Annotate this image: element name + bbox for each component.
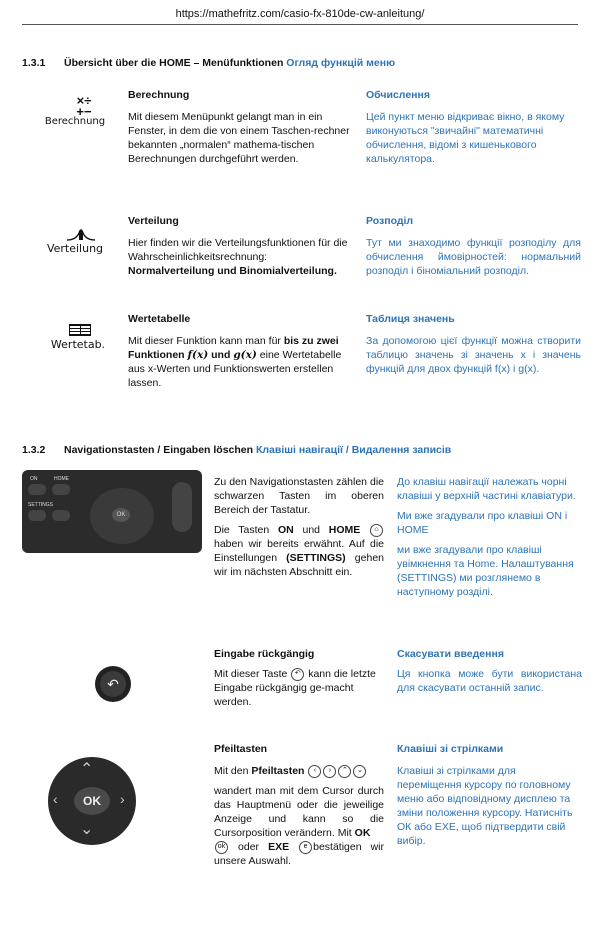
undo-arrow-icon: ↶ [100, 671, 126, 697]
verteilung-icon-label: Verteilung [46, 242, 104, 255]
left-arrow-icon: ‹ [53, 791, 58, 807]
arrow-keys-image [48, 757, 136, 845]
nav-de: Zu den Navigationstasten zählen die schwarzen Tasten im oberen Bereich der Tastatur. Die Tasten ON und HOME ⌂ haben wir bereits erwähnt. Auf die Einstellungen (SETTINGS) gehen wir im nächsten Abschnitt ein. [214, 476, 384, 578]
arrows-uk: Клавіші зі стрілками Клавіші зі стрілками для переміщення курсору по головному меню або відповідному дисплею та зміни положення курсору. Натисніть ОК або EXE, щоб підтвердити свій вибір. [397, 743, 573, 847]
undo-key-image [95, 666, 131, 702]
berechnung-icon: ×÷ +− [76, 93, 92, 119]
down-arrow-icon: ⌄ [80, 821, 94, 838]
nav-uk: До клавіш навігації належать чорні клавіші у верхній частині клавіатури. Ми вже згадували про клавіші ON і HOME ми вже згадували про клавіші увімкнення та Home. Налаштування (SETTINGS) ми розглянемо в наступному розділі. [397, 476, 576, 598]
wertetabelle-de: Wertetabelle Mit dieser Funktion kann man für bis zu zwei Funktionen f(x) und g(x) eine Wertetabelle aus x-Werten und Funktionswerten erstellen lassen. [128, 313, 342, 389]
undo-key-icon: ↶ [291, 668, 304, 681]
undo-uk: Скасувати введення Ця кнопка може бути використана для скасувати останній запис. [397, 648, 582, 694]
verteilung-de: Verteilung Hier finden wir die Verteilungsfunktionen für die Wahrscheinlichkeitsrechnung: Normalverteilung und Binomialverteilung. [128, 215, 348, 277]
page-url: https://mathefritz.com/casio-fx-810de-cw-anleitung/ [175, 8, 425, 20]
exe-key-icon: e [299, 841, 312, 854]
berechnung-icon-label: Berechnung [44, 116, 106, 127]
section-heading-131: 1.3.1 Übersicht über die HOME – Menüfunktionen Огляд функцій меню [22, 57, 396, 69]
wertetabelle-icon-label: Wertetab. [50, 338, 106, 351]
wertetabelle-uk: Таблиця значень За допомогою цієї функції можна створити таблицю значень зі значень x і значень функцій для двох функцій f(x) і g(x). [366, 313, 581, 375]
ok-key: OK [74, 787, 110, 815]
berechnung-de: Berechnung Mit diesem Menüpunkt gelangt man in ein Fenster, in dem die von einem Taschen-rechner bekannten „normalen“ mathema-tischen Berechnungen durchgeführt werden. [128, 89, 350, 165]
berechnung-uk: Обчислення Цей пункт меню відкриває вікно, в якому виконуються "звичайні" математичні обчислення, відомі з кишенькового калькулятора. [366, 89, 565, 165]
ok-key-icon: ok [215, 841, 228, 854]
arrows-de: Pfeiltasten Mit den Pfeiltasten ‹ › ⌃ ⌄ wandert man mit dem Cursor durch das Hauptmenü oder die jeweilige Anzeige und kann so die Cursorposition verändern. Mit OK ok oder EXE e bestätigen wir unsere Auswahl. [214, 743, 385, 867]
verteilung-uk: Розподіл Тут ми знаходимо функції розподілу для обчислення ймовірностей: нормальний розподіл і біноміальний розподіл. [366, 215, 581, 277]
navigation-keys-image: ON HOME SETTINGS OK [22, 470, 202, 553]
normal-distribution-icon [66, 227, 96, 241]
undo-de: Eingabe rückgängig Mit dieser Taste ↶ kann die letzte Eingabe rückgängig ge-macht werden. [214, 648, 376, 708]
home-key-icon: ⌂ [370, 524, 383, 537]
up-arrow-icon: ⌃ [80, 761, 94, 778]
section-heading-132: 1.3.2 Navigationstasten / Eingaben löschen Клавіші навігації / Видалення записів [22, 444, 452, 456]
header-rule [22, 24, 578, 25]
right-arrow-icon: › [120, 791, 125, 807]
table-icon [69, 324, 91, 336]
